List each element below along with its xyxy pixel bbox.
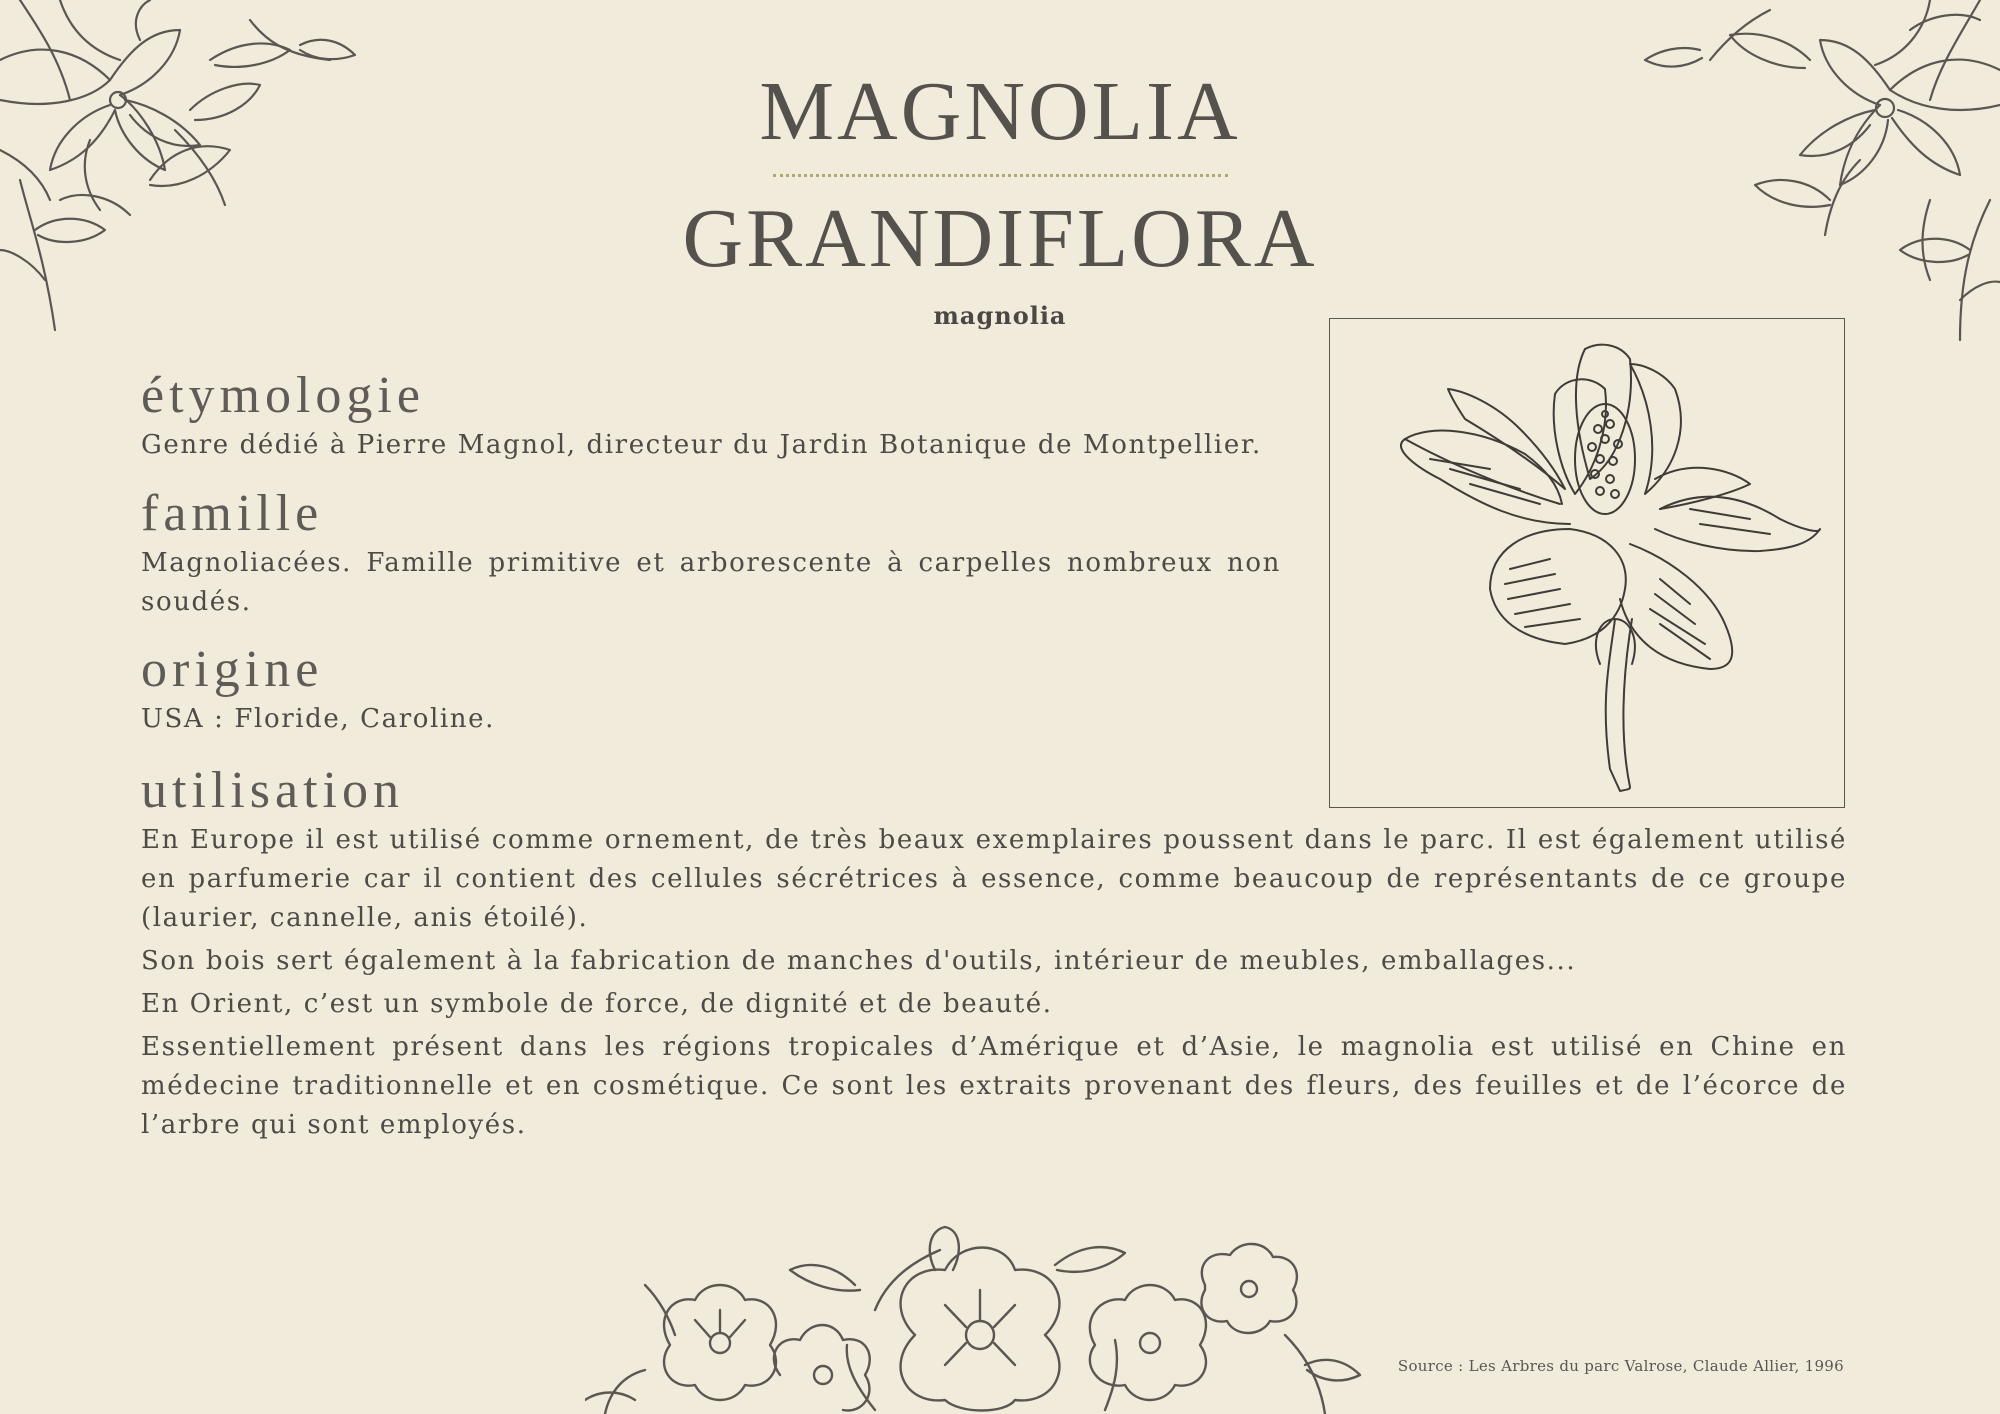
section-text-etymologie: Genre dédié à Pierre Magnol, directeur du Jardin Botanique de Montpellier. [141, 430, 1262, 460]
section-text-famille: Magnoliacées. Famille primitive et arborescente à carpelles nombreux non soudés. [141, 548, 1281, 617]
section-heading-origine: origine [141, 641, 324, 698]
section-heading-etymologie: étymologie [141, 367, 425, 424]
page-subtitle: magnolia [933, 301, 1067, 330]
section-paragraph: Essentiellement présent dans les régions tropicales d’Amérique et d’Asie, le magnolia est utilisé en Chine en médecine traditionnelle et en cosmétique. Ce sont les extraits provenant des fleurs, des feuilles et de l’écorce de l’arbre qui sont employés. [141, 1032, 1847, 1140]
floral-corner-top-right-icon [1630, 0, 2000, 345]
section-text-origine: USA : Floride, Caroline. [141, 704, 496, 734]
section-origine [141, 641, 1281, 739]
source-citation: Source : Les Arbres du parc Valrose, Claude Allier, 1996 [1397, 1357, 1844, 1375]
section-etymologie [141, 367, 1281, 465]
section-paragraph: Son bois sert également à la fabrication de manches d'outils, intérieur de meubles, emballages... [141, 946, 1577, 976]
magnolia-illustration [1329, 318, 1845, 808]
section-utilisation [141, 762, 1847, 1145]
title-separator [773, 174, 1228, 177]
section-paragraph: En Orient, c’est un symbole de force, de dignité et de beauté. [141, 989, 1053, 1019]
floral-corner-top-left-icon [0, 0, 370, 340]
title-block [640, 65, 1360, 330]
section-heading-famille: famille [141, 485, 324, 542]
floral-bouquet-bottom-icon [585, 1225, 1375, 1414]
page-title-line2: GRANDIFLORA [682, 192, 1318, 285]
section-famille [141, 485, 1281, 622]
page-title-line1: MAGNOLIA [759, 65, 1241, 158]
section-paragraph: En Europe il est utilisé comme ornement, de très beaux exemplaires poussent dans le parc. Il est également utilisé en parfumerie car il contient des cellules sécrétrices à essence, comme beaucoup de représentants de ce groupe (laurier, cannelle, anis étoilé). [141, 825, 1847, 933]
section-heading-utilisation: utilisation [141, 762, 404, 819]
magnolia-flower-icon [1330, 319, 1846, 809]
